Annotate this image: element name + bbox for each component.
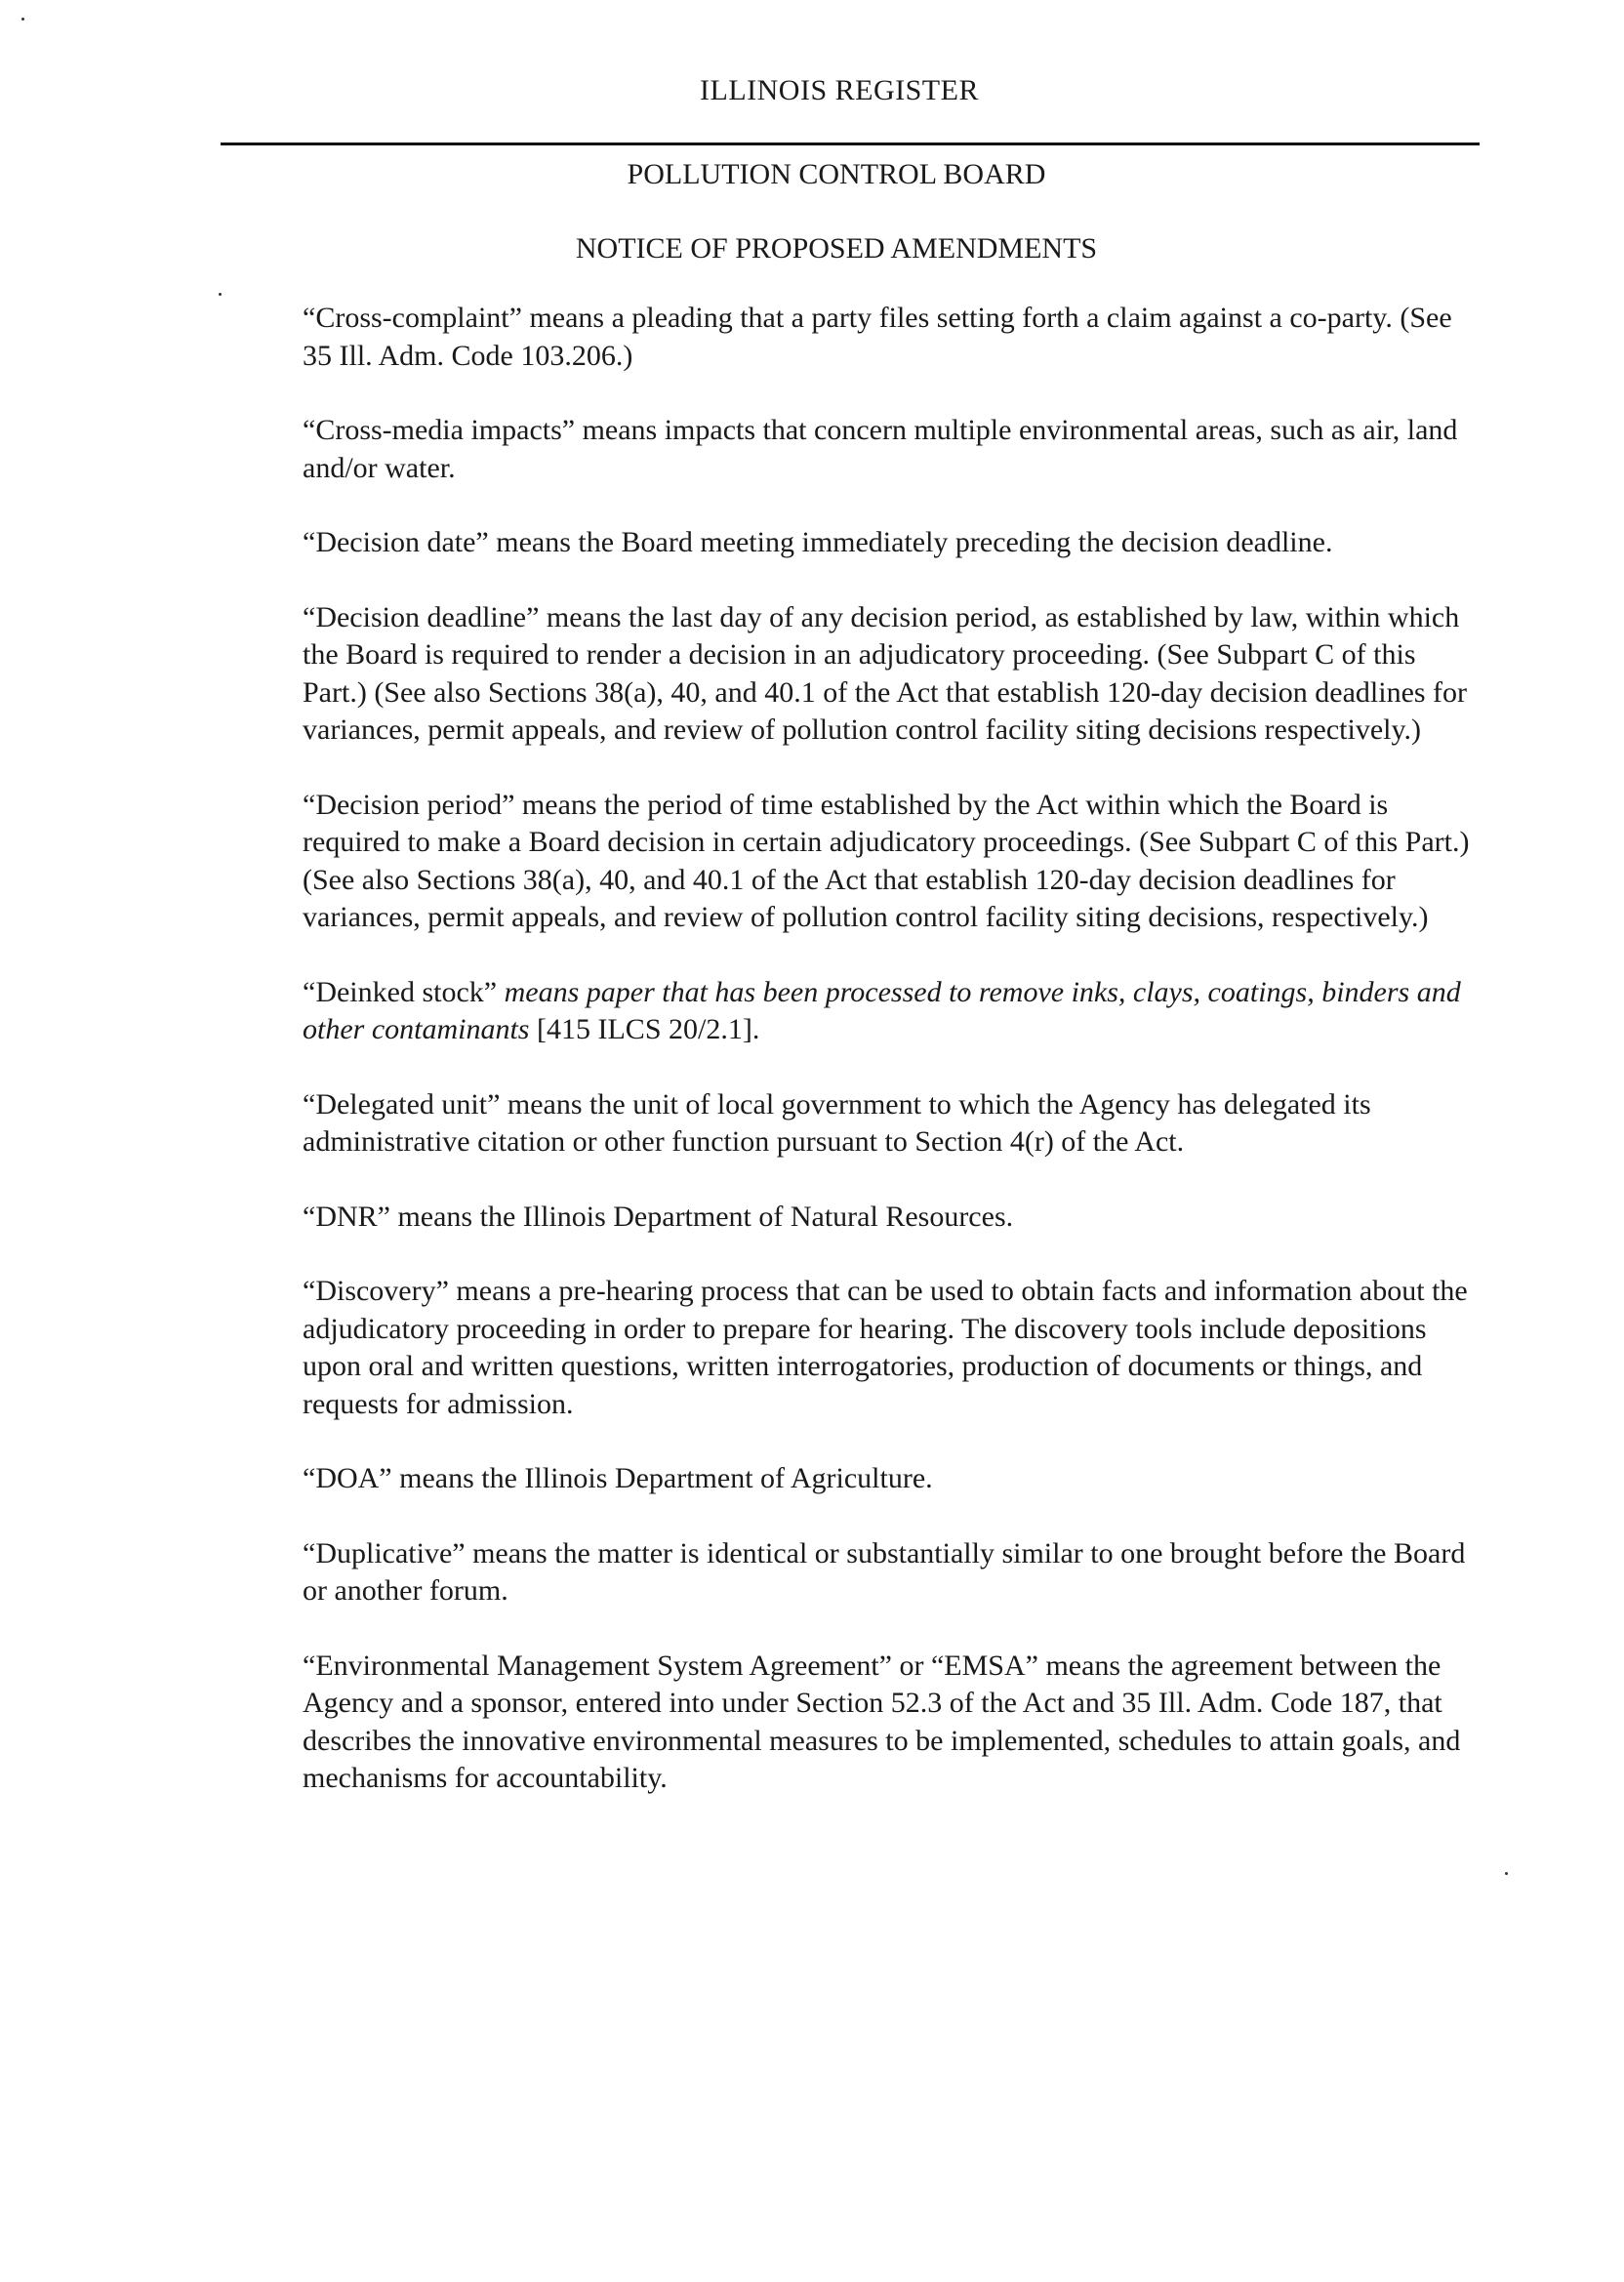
header-rule — [221, 143, 1480, 145]
scan-speck — [219, 293, 222, 296]
register-title: ILLINOIS REGISTER — [700, 74, 979, 106]
scan-speck — [1505, 1872, 1508, 1875]
definition-decision-deadline: “Decision deadline” means the last day of any decision period, as established by law, within which the Board is required to render a decision in an adjudicatory proceeding. (See Subpart C of this Part.) (See also Sections 38(a), 40, and 40.1 of the Act that establish 120-day decision deadlines for variances, permit appeals, and review of pollution control facility siting decisions respectively.) — [303, 600, 1468, 746]
definition-citation: [415 ILCS 20/2.1]. — [529, 1013, 760, 1045]
definition-discovery: “Discovery” means a pre-hearing process that can be used to obtain facts and information about the adjudicatory proceeding in order to prepare for hearing. The discovery tools include depositions upon oral and written questions, written interrogatories, production of documents or things, and requests for admission. — [303, 1275, 1468, 1420]
definition-dnr: “DNR” means the Illinois Department of Natural Resources. — [303, 1200, 1014, 1233]
definition-statutory-text: means paper that has been processed to remove inks, clays, coatings, binders and other contaminants — [303, 975, 1461, 1045]
definition-duplicative: “Duplicative” means the matter is identical or substantially similar to one brought before the Board or another forum. — [303, 1536, 1466, 1607]
scan-speck — [21, 18, 24, 20]
notice-title: NOTICE OF PROPOSED AMENDMENTS — [575, 232, 1098, 265]
definition-cross-media-impacts: “Cross-media impacts” means impacts that concern multiple environmental areas, such as air, land and/or water. — [303, 414, 1458, 484]
definition-decision-date: “Decision date” means the Board meeting immediately preceding the decision deadline. — [303, 526, 1333, 558]
definition-term: “Deinked stock” — [303, 975, 505, 1008]
agency-title: POLLUTION CONTROL BOARD — [627, 158, 1046, 190]
definitions-body — [303, 300, 1483, 1835]
definition-deinked-stock — [303, 974, 1483, 1049]
definition-decision-period: “Decision period” means the period of time established by the Act within which the Board is required to make a Board decision in certain adjudicatory proceedings. (See Subpart C of this Part.) (See also Sections 38(a), 40, and 40.1 of the Act that establish 120-day decision deadlines for variances, permit appeals, and review of pollution control facility siting decisions, respectively.) — [303, 788, 1470, 933]
definition-delegated-unit: “Delegated unit” means the unit of local government to which the Agency has delegated its administrative citation or other function pursuant to Section 4(r) of the Act. — [303, 1087, 1371, 1158]
definition-doa: “DOA” means the Illinois Department of Agriculture. — [303, 1462, 933, 1494]
definition-cross-complaint: “Cross-complaint” means a pleading that a party files setting forth a claim against a co-party. (See 35 Ill. Adm. Code 103.206.) — [303, 302, 1452, 372]
definition-emsa: “Environmental Management System Agreement” or “EMSA” means the agreement between the Agency and a sponsor, entered into under Section 52.3 of the Act and 35 Ill. Adm. Code 187, that describes the innovative environmental measures to be implemented, schedules to attain goals, and mechanisms for accountability. — [303, 1649, 1461, 1794]
